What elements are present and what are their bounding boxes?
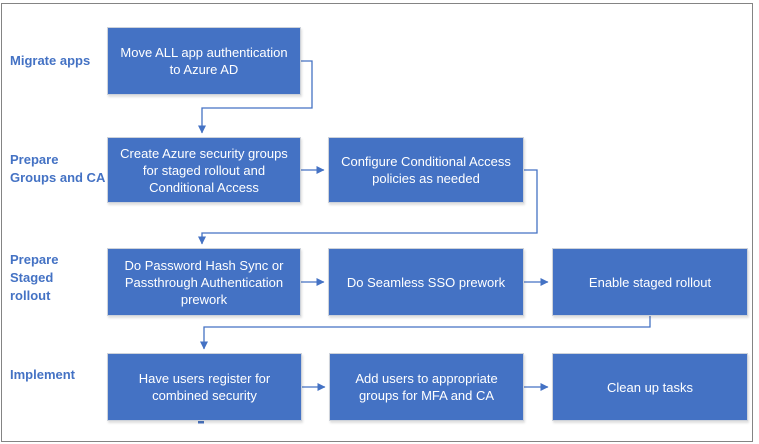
row-label-migrate-apps — [10, 52, 90, 70]
flow-node-register-combined-security: Have users register for combined security — [107, 353, 302, 421]
flow-node-clean-up-tasks: Clean up tasks — [552, 353, 748, 421]
flow-node-enable-staged-rollout: Enable staged rollout — [552, 248, 748, 316]
connector-enable-staged-rollout-to-register — [204, 316, 650, 349]
row-label-line: Groups and CA — [10, 170, 106, 185]
row-label-prepare-groups-ca — [10, 151, 105, 187]
flow-node-add-users-groups: Add users to appropriate groups for MFA and CA — [329, 353, 524, 421]
row-label-line: Prepare — [10, 152, 59, 167]
row-label-line: Implement — [10, 367, 76, 382]
row-label-line: Migrate apps — [10, 53, 91, 68]
row-label-line: rollout — [10, 288, 51, 303]
row-label-line: Prepare — [10, 252, 59, 267]
row-label-implement — [10, 366, 75, 384]
flow-node-configure-ca: Configure Conditional Access policies as needed — [328, 137, 524, 203]
flow-node-create-groups: Create Azure security groups for staged rollout and Conditional Access — [107, 137, 301, 203]
flow-node-phs-pta-prework: Do Password Hash Sync or Passthrough Authentication prework — [107, 248, 301, 316]
row-label-prepare-staged-rollout — [10, 251, 58, 305]
row-label-line: Staged — [10, 270, 54, 285]
flow-node-move-apps: Move ALL app authentication to Azure AD — [107, 27, 301, 95]
flow-node-sso-prework: Do Seamless SSO prework — [328, 248, 524, 316]
